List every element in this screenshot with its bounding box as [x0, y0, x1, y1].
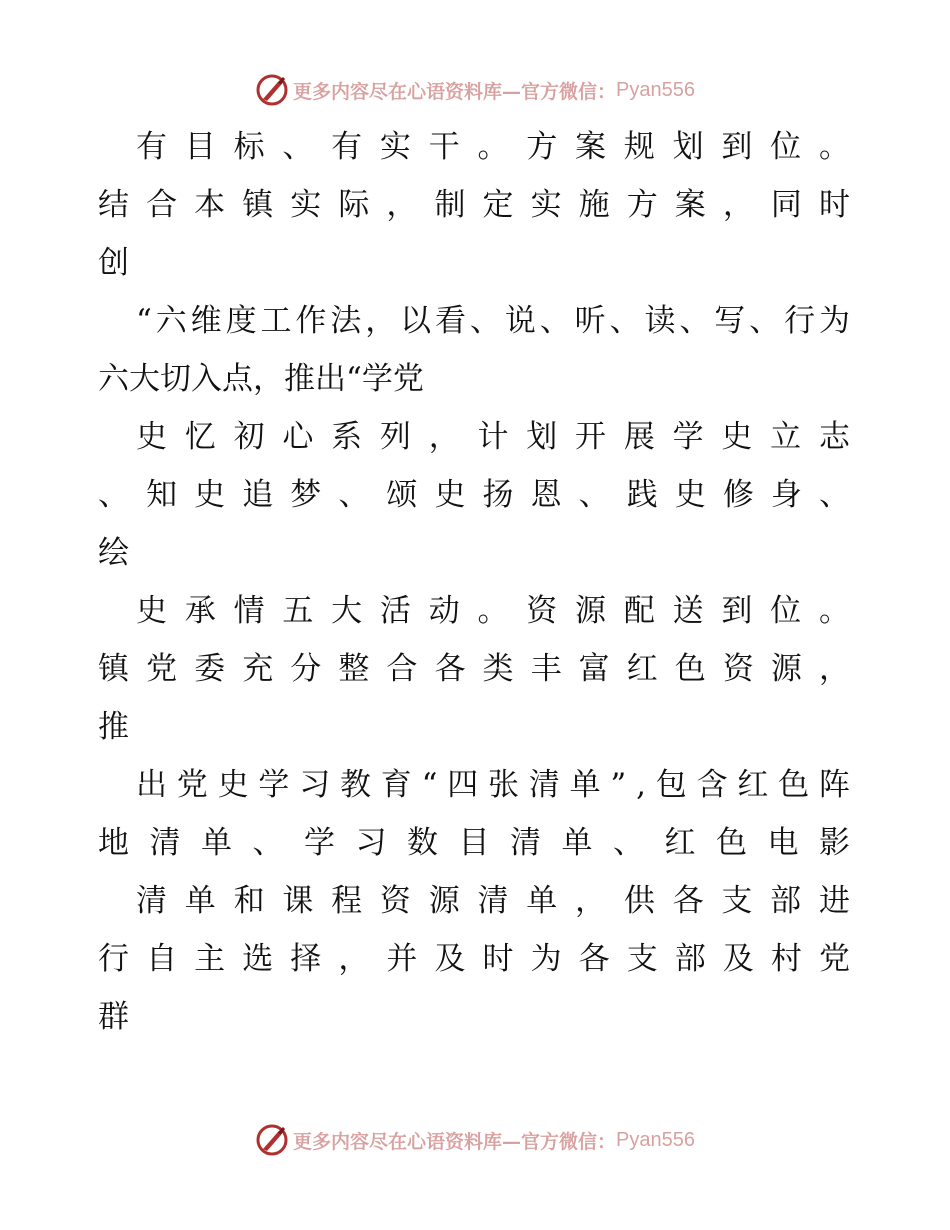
body-glyph: 以 — [400, 303, 432, 339]
body-glyph: 行 — [784, 303, 816, 339]
body-glyph: 择 — [290, 941, 322, 977]
body-glyph: 红 — [737, 767, 769, 803]
body-glyph: 主 — [194, 941, 226, 977]
body-glyph: 切 — [160, 361, 191, 397]
body-glyph: 忆 — [184, 419, 216, 455]
body-glyph: 源 — [428, 883, 460, 919]
footer-banner-text: 更多内容尽在心语资料库—官方微信： — [293, 1130, 617, 1153]
body-glyph: 、 — [578, 477, 610, 513]
body-glyph: 送 — [672, 593, 704, 629]
body-glyph: 六 — [98, 361, 129, 397]
body-glyph: 及 — [722, 941, 754, 977]
body-glyph: 史 — [674, 477, 706, 513]
body-glyph: 颂 — [386, 477, 418, 513]
body-glyph: 活 — [379, 593, 411, 629]
body-glyph: 、 — [282, 129, 314, 165]
body-glyph: 供 — [623, 883, 655, 919]
body-glyph: 学 — [258, 767, 290, 803]
header-wechat-id: Pyan556 — [616, 78, 695, 101]
body-glyph: 列 — [379, 419, 411, 455]
body-glyph: 红 — [626, 651, 658, 687]
body-glyph: 动 — [428, 593, 460, 629]
body-glyph: 五 — [282, 593, 314, 629]
body-glyph: 。 — [477, 129, 509, 165]
body-glyph: 、 — [98, 477, 129, 513]
body-glyph: 支 — [626, 941, 658, 977]
body-glyph: 时 — [482, 941, 514, 977]
body-glyph: 工 — [260, 303, 292, 339]
body-glyph: ， — [365, 303, 397, 339]
body-glyph: 入 — [191, 361, 222, 397]
body-line-5 — [98, 350, 850, 408]
body-line-8 — [98, 524, 850, 582]
body-glyph: 色 — [716, 825, 747, 861]
body-glyph: 创 — [98, 245, 129, 281]
body-glyph: 党 — [818, 941, 850, 977]
body-glyph: 村 — [770, 941, 802, 977]
body-glyph: 情 — [233, 593, 265, 629]
body-glyph: 史 — [136, 419, 167, 455]
body-glyph: 部 — [674, 941, 706, 977]
body-glyph: 。 — [818, 129, 850, 165]
body-glyph: 史 — [136, 593, 167, 629]
body-glyph: 张 — [488, 767, 520, 803]
body-glyph: 度 — [225, 303, 257, 339]
body-glyph: 案 — [674, 187, 706, 223]
body-glyph: 整 — [338, 651, 370, 687]
body-glyph: 际 — [338, 187, 370, 223]
body-glyph: 划 — [672, 129, 704, 165]
body-glyph: 时 — [818, 187, 850, 223]
body-glyph: 目 — [458, 825, 490, 861]
body-glyph: 单 — [561, 825, 593, 861]
body-glyph: 。 — [818, 593, 850, 629]
body-glyph: 和 — [233, 883, 265, 919]
body-glyph: 分 — [290, 651, 322, 687]
header-banner-text: 更多内容尽在心语资料库—官方微信： — [293, 80, 617, 103]
body-glyph: 作 — [295, 303, 327, 339]
body-glyph: 、 — [469, 303, 501, 339]
body-line-14 — [136, 872, 850, 930]
body-glyph: 同 — [770, 187, 802, 223]
body-glyph: 习 — [355, 825, 387, 861]
body-glyph: 定 — [482, 187, 514, 223]
body-glyph: 梦 — [290, 477, 322, 513]
body-glyph: 方 — [626, 187, 658, 223]
body-glyph: 源 — [575, 593, 607, 629]
body-glyph: 初 — [233, 419, 265, 455]
body-glyph: 。 — [477, 593, 509, 629]
body-glyph: 史 — [721, 419, 753, 455]
body-glyph: 写 — [714, 303, 746, 339]
body-glyph: 到 — [721, 593, 753, 629]
body-glyph: 史 — [217, 767, 249, 803]
body-glyph: 红 — [664, 825, 696, 861]
body-glyph: 干 — [428, 129, 460, 165]
body-glyph: 单 — [526, 883, 558, 919]
body-glyph: 影 — [819, 825, 850, 861]
body-line-6 — [136, 408, 850, 466]
body-glyph: 资 — [526, 593, 558, 629]
body-glyph: 委 — [194, 651, 226, 687]
body-line-2 — [98, 176, 850, 234]
body-glyph: 制 — [434, 187, 466, 223]
body-glyph: 实 — [530, 187, 562, 223]
body-glyph: 说 — [504, 303, 536, 339]
body-glyph: 推 — [98, 709, 129, 745]
body-glyph: 本 — [194, 187, 226, 223]
body-glyph: 、 — [679, 303, 711, 339]
body-glyph: 清 — [528, 767, 560, 803]
body-glyph: 大 — [129, 361, 160, 397]
body-glyph: 心 — [282, 419, 314, 455]
body-glyph: 程 — [331, 883, 363, 919]
body-glyph: 系 — [331, 419, 363, 455]
body-glyph: 富 — [578, 651, 610, 687]
body-glyph: 四 — [447, 767, 479, 803]
body-line-15 — [98, 930, 850, 988]
body-glyph: ， — [575, 883, 607, 919]
body-glyph: 党 — [392, 361, 424, 397]
body-glyph: 单 — [184, 883, 216, 919]
body-line-12 — [136, 756, 850, 814]
body-glyph: 清 — [149, 825, 181, 861]
body-glyph: 为 — [818, 303, 850, 339]
body-glyph: 合 — [146, 187, 178, 223]
body-glyph: 、 — [609, 303, 641, 339]
body-glyph: 地 — [98, 825, 129, 861]
body-glyph: 清 — [477, 883, 509, 919]
body-glyph: 充 — [242, 651, 274, 687]
body-glyph: 群 — [98, 999, 129, 1035]
body-glyph: 电 — [767, 825, 799, 861]
body-line-3 — [98, 234, 850, 292]
body-glyph: 划 — [526, 419, 558, 455]
body-glyph: 史 — [434, 477, 466, 513]
body-glyph: 标 — [233, 129, 265, 165]
body-glyph: 看 — [435, 303, 467, 339]
body-glyph: 身 — [770, 477, 802, 513]
body-line-4 — [136, 292, 850, 350]
body-glyph: 史 — [194, 477, 226, 513]
quill-logo-icon — [255, 1123, 289, 1157]
body-glyph: 色 — [778, 767, 810, 803]
body-glyph: 数 — [407, 825, 438, 861]
quill-logo-icon — [255, 73, 289, 107]
body-line-10 — [98, 640, 850, 698]
body-line-13 — [98, 814, 850, 872]
body-glyph: 阵 — [818, 767, 850, 803]
body-glyph: 支 — [721, 883, 753, 919]
body-glyph: 各 — [578, 941, 610, 977]
body-glyph: 选 — [242, 941, 274, 977]
body-glyph: 到 — [721, 129, 753, 165]
body-glyph: 规 — [623, 129, 655, 165]
body-glyph: 自 — [146, 941, 178, 977]
body-glyph: 、 — [749, 303, 781, 339]
body-glyph: 恩 — [530, 477, 562, 513]
body-glyph: ， — [386, 187, 418, 223]
body-glyph: 镇 — [242, 187, 274, 223]
body-glyph: 部 — [770, 883, 802, 919]
body-glyph: , — [636, 767, 646, 803]
body-glyph: 育 — [380, 767, 412, 803]
body-glyph: 课 — [282, 883, 314, 919]
body-glyph: 类 — [482, 651, 514, 687]
body-glyph: 法 — [330, 303, 362, 339]
body-glyph: 、 — [613, 825, 644, 861]
body-glyph: 实 — [379, 129, 411, 165]
body-glyph: 绘 — [98, 535, 129, 571]
body-line-11 — [98, 698, 850, 756]
body-glyph: 为 — [530, 941, 562, 977]
body-glyph: 单 — [569, 767, 601, 803]
body-glyph: 施 — [578, 187, 610, 223]
body-glyph: 结 — [98, 187, 129, 223]
body-glyph: 行 — [98, 941, 129, 977]
body-glyph: ， — [818, 651, 850, 687]
body-glyph: 位 — [770, 129, 802, 165]
body-glyph: 案 — [575, 129, 607, 165]
body-glyph: 计 — [477, 419, 509, 455]
body-glyph: 、 — [252, 825, 284, 861]
body-glyph: 、 — [818, 477, 850, 513]
body-glyph: 读 — [644, 303, 676, 339]
body-glyph: 修 — [722, 477, 754, 513]
body-glyph: 知 — [146, 477, 178, 513]
body-glyph: 点 — [222, 361, 253, 397]
body-glyph: “ — [421, 767, 438, 803]
header-banner — [0, 70, 950, 110]
body-glyph: 学 — [672, 419, 704, 455]
body-glyph: 学 — [304, 825, 335, 861]
body-glyph: 包 — [655, 767, 687, 803]
body-glyph: 立 — [770, 419, 802, 455]
body-line-1 — [136, 118, 850, 176]
body-glyph: 方 — [526, 129, 558, 165]
body-glyph: 并 — [386, 941, 418, 977]
body-glyph: ， — [428, 419, 460, 455]
body-glyph: 丰 — [530, 651, 562, 687]
body-glyph: 源 — [770, 651, 802, 687]
body-glyph: 配 — [623, 593, 655, 629]
body-glyph: 党 — [146, 651, 178, 687]
body-line-7 — [98, 466, 850, 524]
body-glyph: 出 — [315, 361, 346, 397]
body-glyph: 党 — [176, 767, 208, 803]
body-glyph: 目 — [184, 129, 216, 165]
body-glyph: 及 — [434, 941, 466, 977]
body-glyph: 各 — [434, 651, 466, 687]
body-glyph: 践 — [626, 477, 658, 513]
body-line-16 — [98, 988, 850, 1046]
body-glyph: 资 — [722, 651, 754, 687]
body-glyph: 扬 — [482, 477, 514, 513]
body-glyph: 进 — [818, 883, 850, 919]
body-glyph: 六 — [155, 303, 187, 339]
body-glyph: 展 — [623, 419, 655, 455]
body-glyph: 推 — [284, 361, 315, 397]
body-glyph: 清 — [136, 883, 167, 919]
body-glyph: ” — [610, 767, 627, 803]
body-glyph: 、 — [539, 303, 571, 339]
body-glyph: ， — [722, 187, 754, 223]
body-glyph: ， — [253, 361, 284, 397]
body-glyph: 承 — [184, 593, 216, 629]
body-glyph: 维 — [190, 303, 222, 339]
body-glyph: “ — [346, 361, 362, 397]
body-glyph: 有 — [331, 129, 363, 165]
body-glyph: ， — [338, 941, 370, 977]
footer-banner — [0, 1120, 950, 1160]
body-line-9 — [136, 582, 850, 640]
body-glyph: 清 — [510, 825, 541, 861]
body-glyph: 色 — [674, 651, 706, 687]
body-glyph: 各 — [672, 883, 704, 919]
body-glyph: 教 — [339, 767, 371, 803]
footer-wechat-id: Pyan556 — [616, 1128, 695, 1151]
body-glyph: 习 — [299, 767, 331, 803]
body-glyph: 资 — [379, 883, 411, 919]
body-glyph: 位 — [770, 593, 802, 629]
body-glyph: “ — [136, 303, 152, 339]
body-glyph: 合 — [386, 651, 418, 687]
body-glyph: 开 — [575, 419, 607, 455]
body-glyph: 单 — [201, 825, 232, 861]
body-glyph: 实 — [290, 187, 322, 223]
body-glyph: 大 — [331, 593, 363, 629]
body-glyph: 有 — [136, 129, 167, 165]
body-glyph: 镇 — [98, 651, 129, 687]
body-glyph: 听 — [574, 303, 606, 339]
body-glyph: 出 — [136, 767, 167, 803]
body-glyph: 追 — [242, 477, 274, 513]
body-glyph: 学 — [361, 361, 393, 397]
body-glyph: 、 — [338, 477, 370, 513]
body-glyph: 含 — [696, 767, 728, 803]
body-glyph: 志 — [818, 419, 850, 455]
